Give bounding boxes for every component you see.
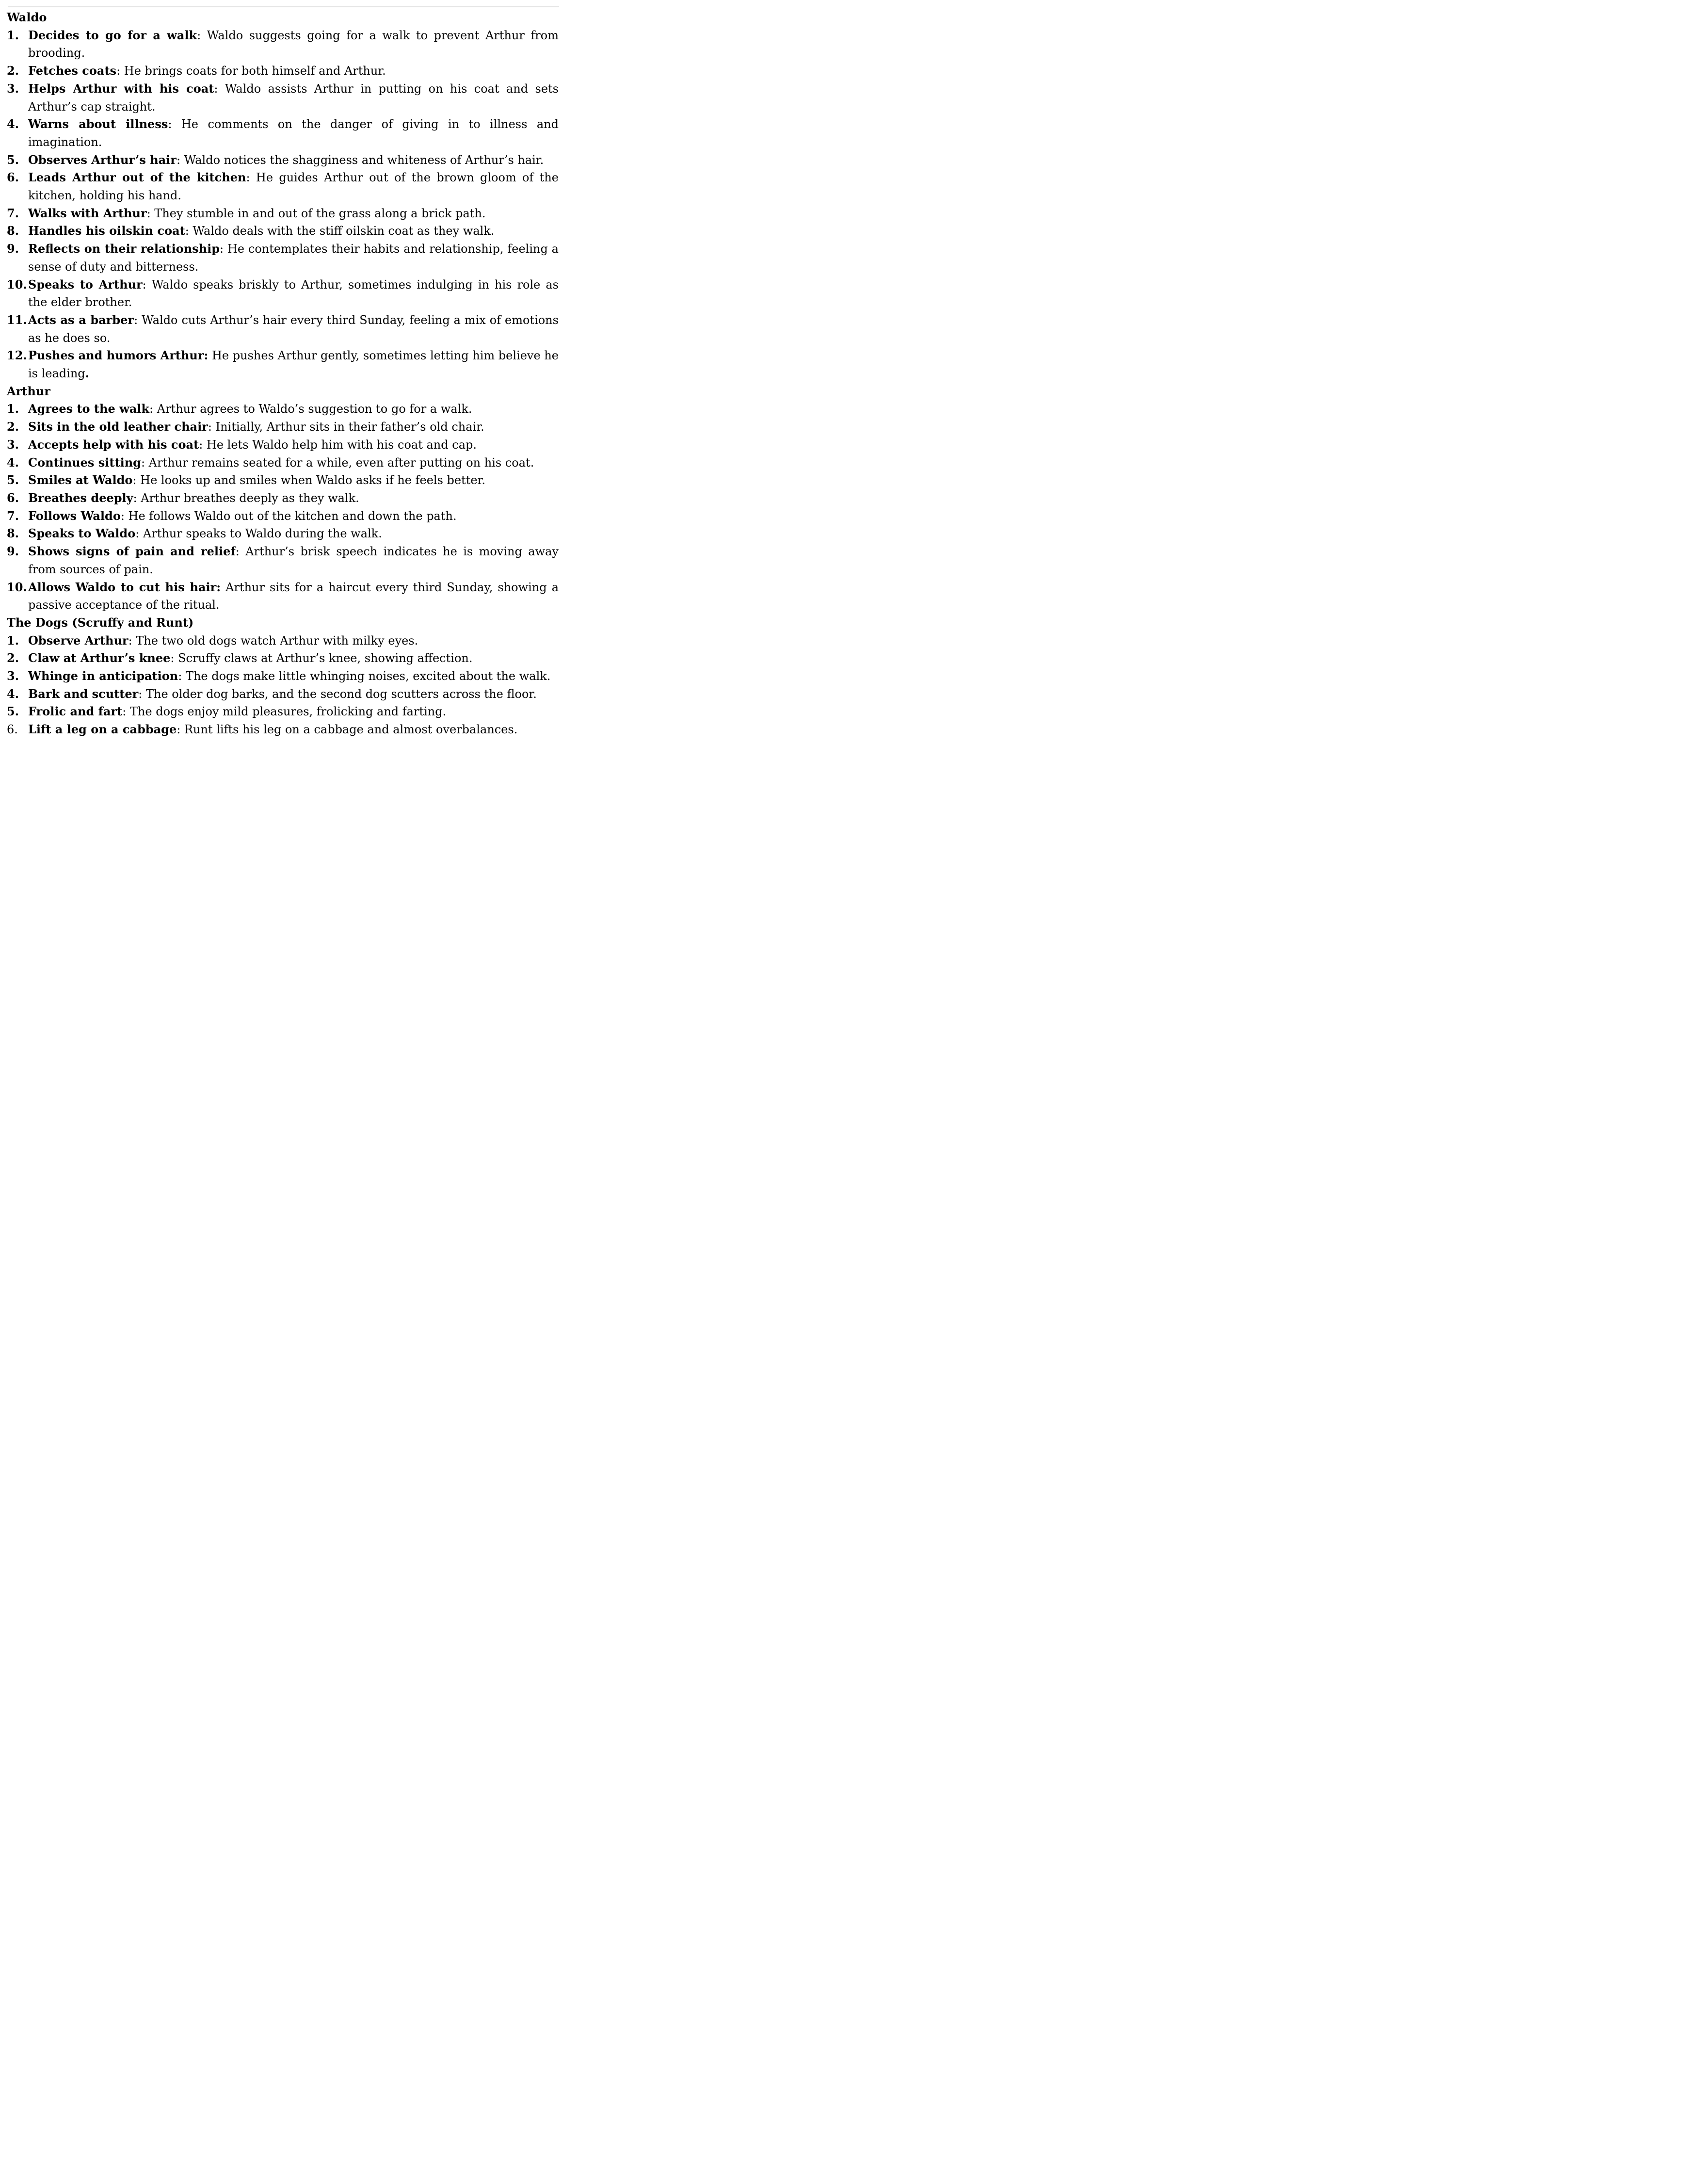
item-number: 1.	[7, 28, 19, 42]
item-number: 6.	[7, 723, 18, 737]
item-description: : The dogs enjoy mild pleasures, frolicking and farting.	[122, 705, 447, 719]
item-number: 2.	[7, 64, 19, 78]
item-title: Pushes and humors Arthur:	[28, 348, 209, 363]
item-title: Handles his oilskin coat	[28, 224, 185, 238]
item-title: Observe Arthur	[28, 633, 128, 647]
list-item	[7, 347, 559, 382]
item-title: Follows Waldo	[28, 508, 121, 523]
character-section	[7, 614, 559, 739]
item-number: 3.	[7, 669, 19, 683]
item-description: : He looks up and smiles when Waldo asks if he feels better.	[132, 473, 486, 487]
item-number: 9.	[7, 544, 19, 559]
item-title: Leads Arthur out of the kitchen	[28, 170, 246, 185]
item-title: Sits in the old leather chair	[28, 420, 208, 434]
item-number: 8.	[7, 526, 19, 541]
item-number: 6.	[7, 170, 19, 185]
list-item	[7, 62, 559, 80]
list-item	[7, 436, 559, 454]
item-number: 10.	[7, 277, 27, 291]
section-list	[7, 400, 559, 614]
list-item	[7, 276, 559, 311]
list-item	[7, 703, 559, 721]
item-description: : Arthur remains seated for a while, even after putting on his coat.	[141, 455, 534, 469]
item-title: Walks with Arthur	[28, 206, 147, 220]
list-item	[7, 543, 559, 578]
item-title: Claw at Arthur’s knee	[28, 651, 171, 665]
document-content	[7, 9, 559, 739]
list-item	[7, 169, 559, 204]
item-number: 1.	[7, 633, 19, 647]
item-description: : Arthur speaks to Waldo during the walk.	[135, 527, 382, 541]
item-number: 3.	[7, 81, 19, 96]
item-title: Continues sitting	[28, 455, 141, 469]
list-item	[7, 632, 559, 650]
item-description: : Waldo cuts Arthur’s hair every third Sunday, feeling a mix of emotions as he does so.	[28, 313, 559, 345]
item-number: 7.	[7, 508, 19, 523]
item-title: Acts as a barber	[28, 312, 134, 327]
item-description: : Waldo assists Arthur in putting on his coat and sets Arthur’s cap straight.	[28, 81, 559, 113]
list-item	[7, 685, 559, 703]
item-number: 2.	[7, 651, 19, 665]
item-number: 8.	[7, 224, 19, 238]
item-description: : They stumble in and out of the grass along a brick path.	[146, 206, 486, 220]
list-item	[7, 311, 559, 347]
item-title: Decides to go for a walk	[28, 28, 197, 42]
list-item	[7, 525, 559, 543]
item-title: Accepts help with his coat	[28, 437, 199, 452]
item-description: : Waldo suggests going for a walk to prevent Arthur from brooding.	[28, 28, 559, 60]
item-description: : The dogs make little whinging noises, excited about the walk.	[178, 669, 551, 683]
character-section	[7, 383, 559, 614]
list-item	[7, 454, 559, 472]
list-item	[7, 115, 559, 151]
item-number: 4.	[7, 455, 19, 469]
item-description: : Arthur’s brisk speech indicates he is moving away from sources of pain.	[28, 545, 559, 576]
item-description: : The older dog barks, and the second dog scutters across the floor.	[138, 687, 537, 701]
item-title: Bark and scutter	[28, 686, 139, 701]
list-item	[7, 649, 559, 667]
item-number: 2.	[7, 420, 19, 434]
item-title: Shows signs of pain and relief	[28, 544, 236, 559]
item-description: : He comments on the danger of giving in to illness and imagination.	[28, 117, 559, 149]
item-title: Helps Arthur with his coat	[28, 81, 214, 96]
list-item	[7, 579, 559, 614]
item-number: 5.	[7, 473, 19, 487]
list-item	[7, 240, 559, 275]
item-title: Breathes deeply	[28, 490, 133, 505]
item-title: Allows Waldo to cut his hair:	[28, 580, 221, 594]
item-description: : Scruffy claws at Arthur’s knee, showing affection.	[170, 651, 473, 665]
item-number: 12.	[7, 348, 27, 363]
character-section	[7, 9, 559, 383]
item-trailing-period: .	[85, 366, 90, 381]
section-list	[7, 632, 559, 739]
item-description: : Arthur breathes deeply as they walk.	[133, 491, 359, 505]
section-heading: Arthur	[7, 384, 50, 398]
item-description: : He brings coats for both himself and Arthur.	[116, 64, 386, 78]
item-number: 1.	[7, 402, 19, 416]
item-title: Frolic and fart	[28, 704, 123, 719]
list-item	[7, 721, 559, 739]
item-number: 7.	[7, 206, 19, 220]
list-item	[7, 80, 559, 115]
list-item	[7, 489, 559, 507]
item-description: : Waldo speaks briskly to Arthur, sometimes indulging in his role as the elder brother.	[28, 277, 559, 309]
list-item	[7, 507, 559, 525]
list-item	[7, 471, 559, 489]
item-number: 5.	[7, 152, 19, 167]
item-description: : He contemplates their habits and relationship, feeling a sense of duty and bitterness.	[28, 242, 559, 274]
item-title: Lift a leg on a cabbage	[28, 722, 177, 737]
item-title: Whinge in anticipation	[28, 669, 178, 683]
item-description: He pushes Arthur gently, sometimes letting him believe he is leading	[28, 349, 559, 381]
item-title: Agrees to the walk	[28, 402, 150, 416]
item-description: : Runt lifts his leg on a cabbage and almost overbalances.	[177, 723, 518, 737]
item-title: Observes Arthur’s hair	[28, 152, 177, 167]
item-number: 3.	[7, 437, 19, 452]
item-title: Speaks to Arthur	[28, 277, 143, 291]
item-title: Warns about illness	[28, 117, 168, 131]
item-number: 5.	[7, 704, 19, 719]
item-description: Arthur sits for a haircut every third Sunday, showing a passive acceptance of the ritual.	[28, 580, 559, 612]
item-number: 10.	[7, 580, 27, 594]
item-description: : Arthur agrees to Waldo’s suggestion to go for a walk.	[149, 402, 472, 416]
item-description: : He guides Arthur out of the brown gloom of the kitchen, holding his hand.	[28, 171, 559, 203]
item-number: 11.	[7, 312, 27, 327]
item-description: : He lets Waldo help him with his coat and cap.	[199, 437, 477, 452]
list-item	[7, 205, 559, 223]
document-page	[0, 0, 567, 737]
item-number: 6.	[7, 490, 19, 505]
item-number: 4.	[7, 117, 19, 131]
section-list	[7, 27, 559, 383]
list-item	[7, 400, 559, 418]
item-title: Smiles at Waldo	[28, 473, 133, 487]
list-item	[7, 667, 559, 685]
item-description: : He follows Waldo out of the kitchen and down the path.	[120, 509, 457, 523]
list-item	[7, 151, 559, 169]
item-description: : Waldo notices the shagginess and whiteness of Arthur’s hair.	[176, 153, 544, 167]
section-heading: The Dogs (Scruffy and Runt)	[7, 615, 194, 630]
item-title: Fetches coats	[28, 64, 117, 78]
section-heading: Waldo	[7, 10, 47, 24]
list-item	[7, 27, 559, 62]
item-title: Speaks to Waldo	[28, 526, 136, 541]
item-number: 4.	[7, 686, 19, 701]
item-description: : Initially, Arthur sits in their father’s old chair.	[208, 420, 484, 434]
page-top-divider	[8, 6, 559, 7]
item-number: 9.	[7, 242, 19, 256]
item-title: Reflects on their relationship	[28, 242, 220, 256]
item-description: : Waldo deals with the stiff oilskin coat as they walk.	[185, 224, 495, 238]
item-description: : The two old dogs watch Arthur with milky eyes.	[128, 633, 418, 647]
list-item	[7, 418, 559, 436]
list-item	[7, 222, 559, 240]
